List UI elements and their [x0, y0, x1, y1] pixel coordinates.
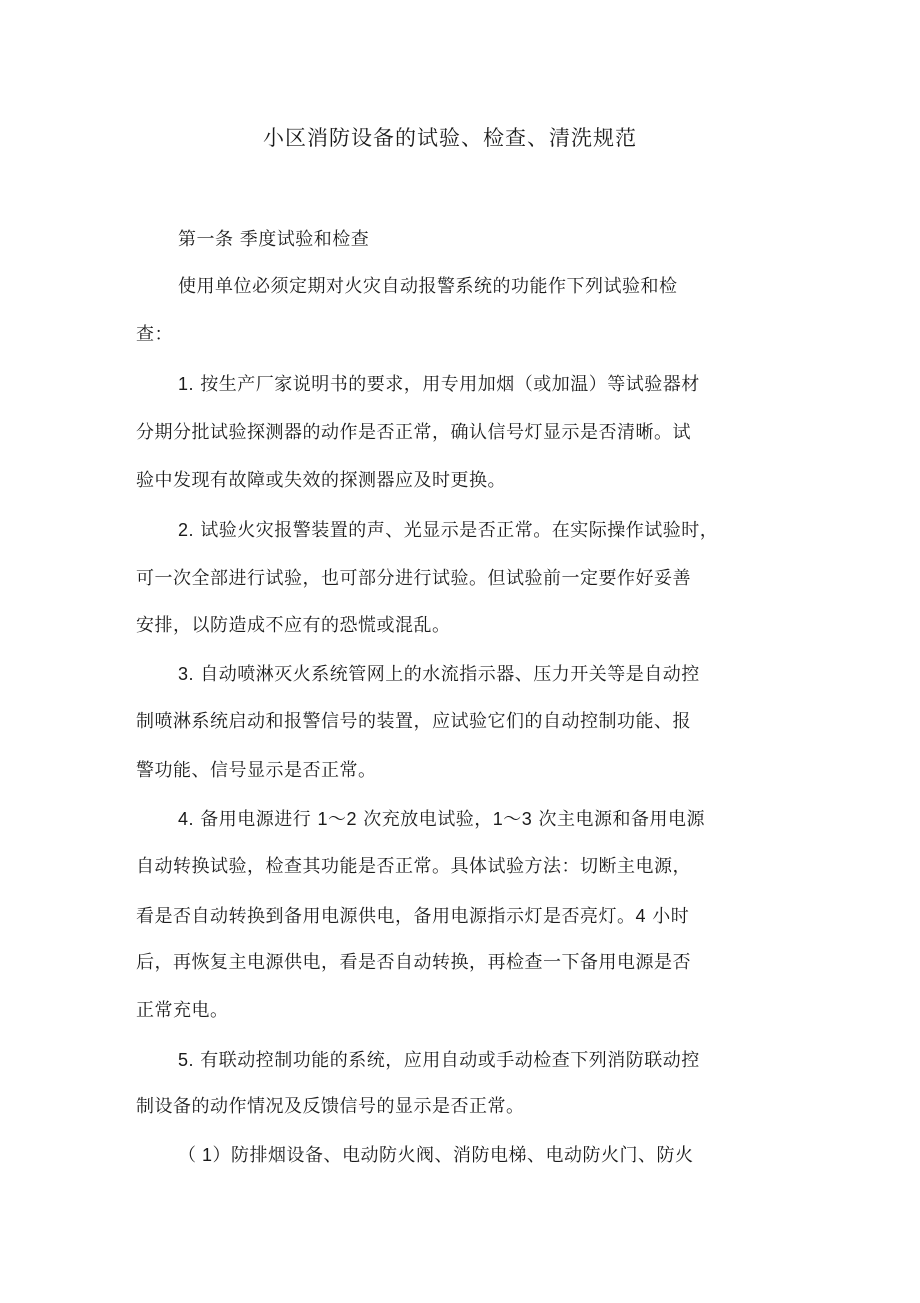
item-3-number: 3. [178, 664, 195, 684]
item-5-line-1 [178, 1047, 700, 1074]
item-4-text-a: 备用电源进行 [200, 809, 312, 830]
item-1-line-3: 验中发现有故障或失效的探测器应及时更换。 [136, 470, 506, 491]
item-4-line-3 [136, 903, 689, 930]
item-1-text: 按生产厂家说明书的要求，用专用加烟（或加温）等试验器材 [200, 374, 700, 395]
item-4-range-2: 1～3 [492, 809, 533, 829]
item-2-line-1 [178, 517, 718, 544]
item-4-text-b: 次充放电试验， [363, 809, 493, 830]
item-4-text-c: 次主电源和备用电源 [538, 809, 706, 830]
item-4-number: 4. [178, 809, 195, 829]
item-5-number: 5. [178, 1050, 195, 1070]
sub-item-1-number: （ 1） [178, 1145, 232, 1165]
item-3-line-3: 警功能、信号显示是否正常。 [136, 760, 377, 781]
article-heading: 第一条 季度试验和检查 [178, 229, 370, 250]
item-2-line-2: 可一次全部进行试验，也可部分进行试验。但试验前一定要作好妥善 [136, 568, 691, 589]
item-5-line-2: 制设备的动作情况及反馈信号的显示是否正常。 [136, 1096, 525, 1117]
item-4-line-5: 正常充电。 [136, 1000, 229, 1021]
item-4-line-2: 自动转换试验，检查其功能是否正常。具体试验方法：切断主电源， [136, 856, 691, 877]
item-4-range-1: 1～2 [317, 809, 358, 829]
item-2-text: 试验火灾报警装置的声、光显示是否正常。在实际操作试验时， [200, 520, 719, 541]
item-4-line-3-text: 看是否自动转换到备用电源供电，备用电源指示灯是否亮灯。 [136, 906, 636, 927]
sub-item-1-line-1 [178, 1142, 694, 1169]
item-3-line-2: 制喷淋系统启动和报警信号的装置，应试验它们的自动控制功能、报 [136, 711, 691, 732]
intro-line-2: 查： [136, 324, 173, 345]
item-2-line-3: 安排，以防造成不应有的恐慌或混乱。 [136, 615, 451, 636]
item-4-hours-unit: 小时 [652, 906, 690, 927]
item-2-number: 2. [178, 520, 195, 540]
item-4-line-1 [178, 806, 705, 833]
item-1-number: 1. [178, 374, 195, 394]
item-1-line-2: 分期分批试验探测器的动作是否正常，确认信号灯显示是否清晰。试 [136, 422, 691, 443]
item-5-text: 有联动控制功能的系统，应用自动或手动检查下列消防联动控 [200, 1050, 700, 1071]
item-4-line-4: 后，再恢复主电源供电，看是否自动转换，再检查一下备用电源是否 [136, 952, 691, 973]
item-3-text: 自动喷淋灭火系统管网上的水流指示器、压力开关等是自动控 [200, 664, 700, 685]
sub-item-1-text: 防排烟设备、电动防火阀、消防电梯、电动防火门、防火 [231, 1145, 694, 1166]
intro-line-1: 使用单位必须定期对火灾自动报警系统的功能作下列试验和检 [178, 276, 678, 297]
document-title: 小区消防设备的试验、检查、清洗规范 [263, 126, 637, 150]
item-3-line-1 [178, 661, 700, 688]
item-4-hours-number: 4 [635, 906, 647, 926]
item-1-line-1 [178, 371, 700, 398]
